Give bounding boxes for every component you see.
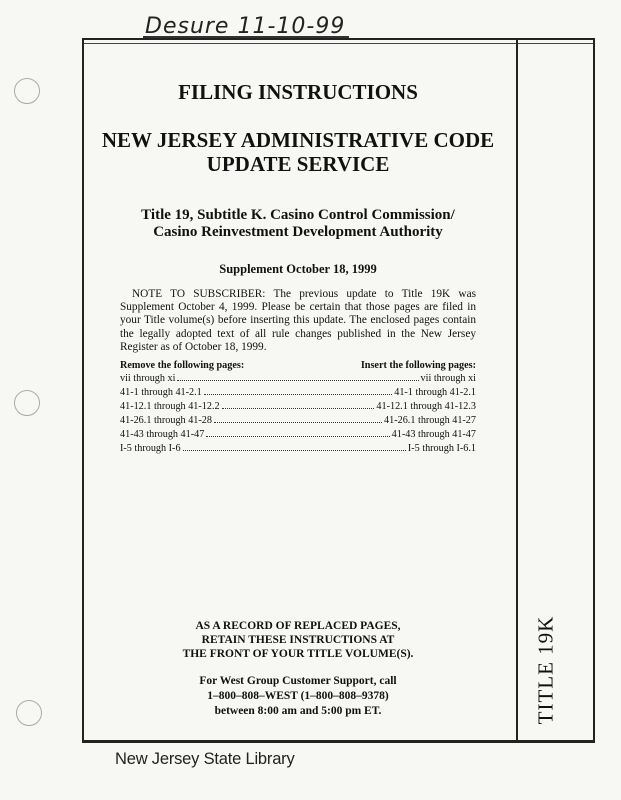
- record-instruction-line2: RETAIN THESE INSTRUCTIONS AT: [201, 634, 395, 646]
- leader-dots: [214, 422, 382, 423]
- subscriber-note-text: NOTE TO SUBSCRIBER: The previous update to Title 19K was Supplement October 4, 1999. Please be certain that those pages are filed in your Title volume(s) before inserting this update. The enclosed pages contain the legally adopted text of all rule changes published in the New Jersey Register as of October 18, 1999.: [120, 288, 476, 353]
- code-title-line2: UPDATE SERVICE: [206, 152, 390, 176]
- remove-pages: 41-1 through 41-2.1: [120, 387, 202, 398]
- leader-dots: [183, 450, 406, 451]
- remove-pages: vii through xi: [120, 373, 176, 384]
- code-title-line1: NEW JERSEY ADMINISTRATIVE CODE: [101, 128, 495, 152]
- supplement-date: Supplement October 18, 1999: [219, 262, 377, 276]
- insert-pages: I-5 through I-6.1: [407, 443, 476, 454]
- table-row: [120, 387, 476, 401]
- handwritten-note: Desure 11-10-99: [145, 14, 346, 39]
- table-row: [120, 443, 476, 457]
- side-tab-label: TITLE 19K: [533, 615, 558, 725]
- insert-pages: vii through xi: [420, 373, 476, 384]
- support-hours: between 8:00 am and 5:00 pm ET.: [214, 705, 382, 717]
- insert-pages: 41-26.1 through 41-27: [384, 415, 476, 426]
- remove-pages: 41-26.1 through 41-28: [120, 415, 212, 426]
- insert-pages: 41-12.1 through 41-12.3: [376, 401, 476, 412]
- record-instruction-line3: THE FRONT OF YOUR TITLE VOLUME(S).: [182, 648, 414, 660]
- table-header: [120, 360, 476, 371]
- title-line2: Casino Reinvestment Development Authority: [153, 224, 443, 240]
- table-row: [120, 429, 476, 443]
- document-heading: FILING INSTRUCTIONS: [178, 80, 418, 104]
- page-replacement-table: [120, 360, 476, 457]
- table-row: [120, 373, 476, 387]
- support-line1: For West Group Customer Support, call: [199, 675, 397, 687]
- remove-pages: 41-12.1 through 41-12.2: [120, 401, 220, 412]
- record-instruction-line1: AS A RECORD OF REPLACED PAGES,: [195, 620, 401, 632]
- support-phone: 1–800–808–WEST (1–800–808–9378): [207, 690, 389, 702]
- library-stamp: New Jersey State Library: [115, 750, 295, 768]
- punch-hole-bottom: [16, 700, 42, 726]
- title-side-tab: [506, 600, 586, 740]
- table-row: [120, 415, 476, 429]
- punch-hole-middle: [14, 390, 40, 416]
- leader-dots: [177, 380, 418, 381]
- punch-hole-top: [14, 78, 40, 104]
- leader-dots: [222, 408, 375, 409]
- leader-dots: [206, 436, 389, 437]
- remove-header: Remove the following pages:: [120, 360, 245, 371]
- leader-dots: [204, 394, 392, 395]
- insert-pages: 41-1 through 41-2.1: [394, 387, 476, 398]
- subscriber-note: [120, 288, 476, 354]
- insert-pages: 41-43 through 41-47: [391, 429, 476, 440]
- remove-pages: I-5 through I-6: [120, 443, 181, 454]
- table-row: [120, 401, 476, 415]
- remove-pages: 41-43 through 41-47: [120, 429, 205, 440]
- insert-header: Insert the following pages:: [360, 360, 476, 371]
- title-line1: Title 19, Subtitle K. Casino Control Commission/: [141, 207, 455, 223]
